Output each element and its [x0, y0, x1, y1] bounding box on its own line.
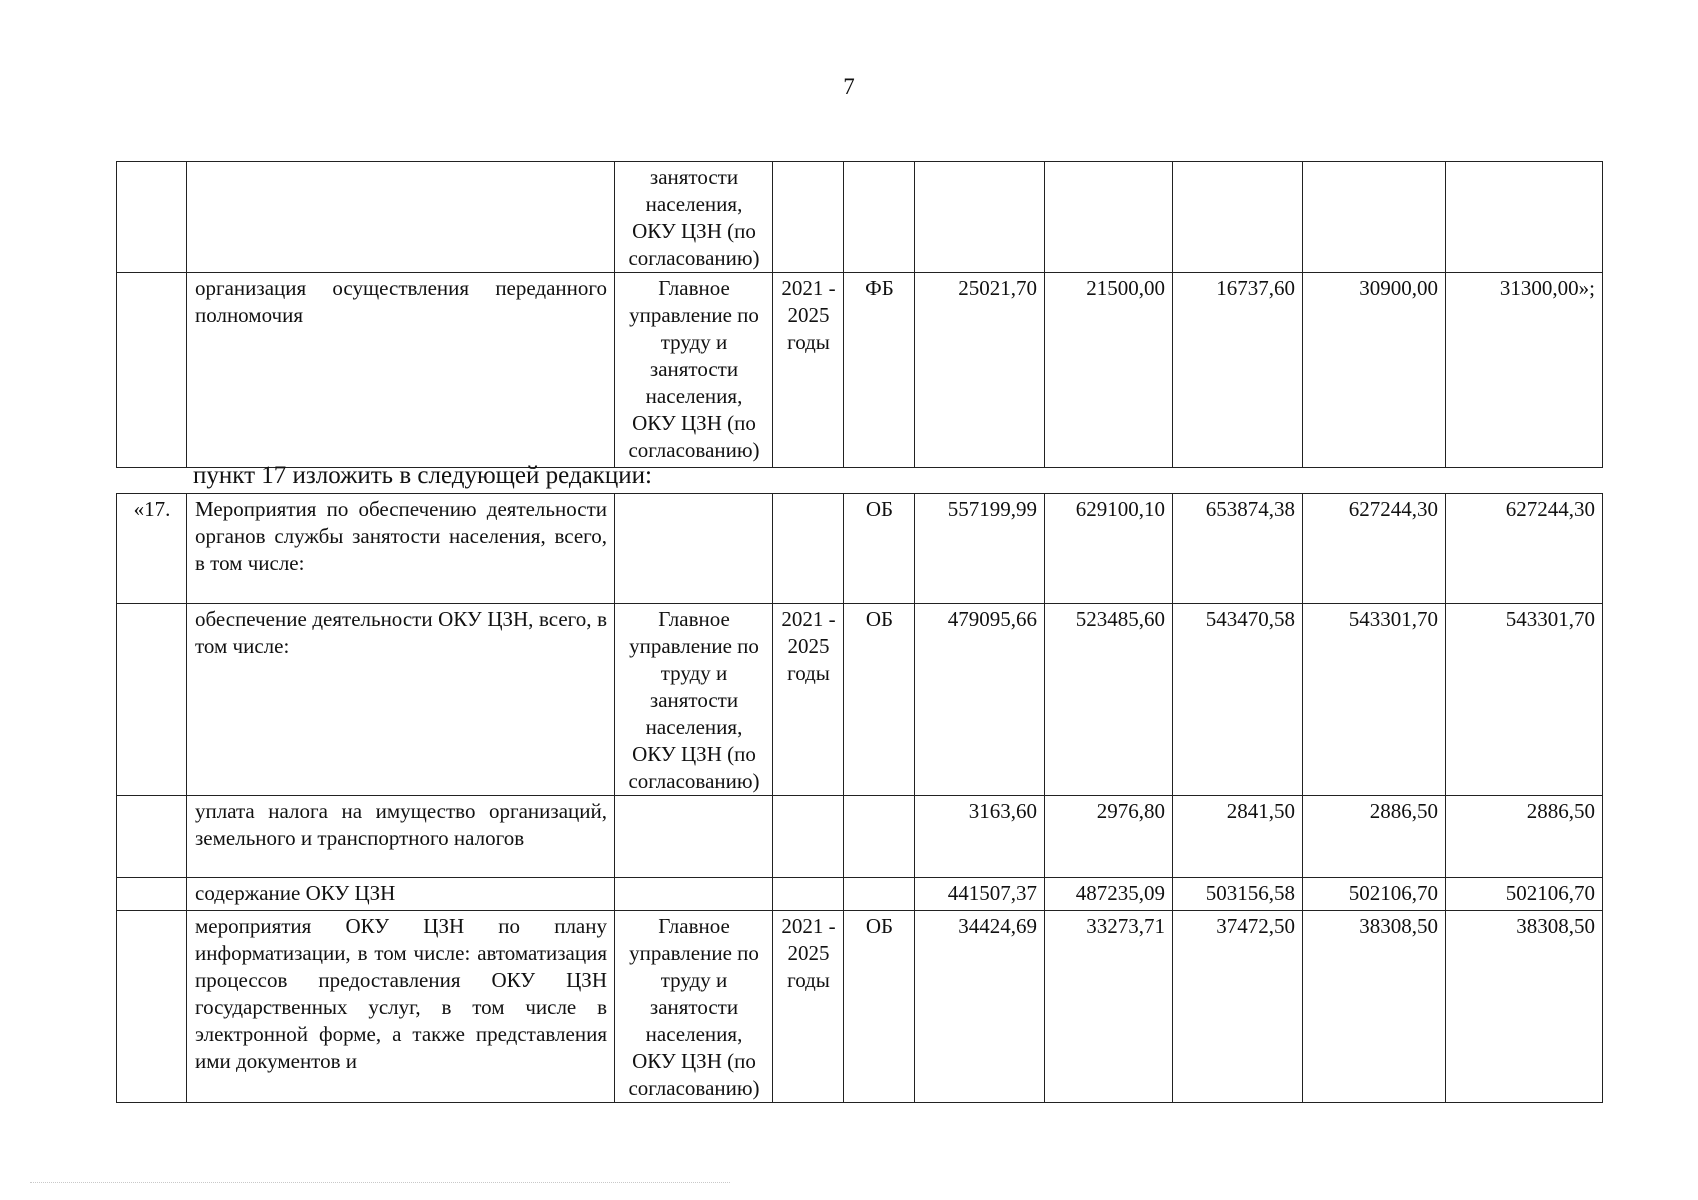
row-index: «17.: [117, 494, 187, 604]
row-value-2021: 479095,66: [915, 604, 1045, 796]
row-index: [117, 878, 187, 911]
row-value-2024: 30900,00: [1303, 273, 1446, 468]
row-period: [773, 796, 844, 878]
row-value-2022: 487235,09: [1045, 878, 1173, 911]
scan-edge-line: [30, 1182, 730, 1183]
row-value-2024: 502106,70: [1303, 878, 1446, 911]
row-description: [187, 162, 615, 273]
row-description: обеспечение деятельности ОКУ ЦЗН, всего, в том числе:: [187, 604, 615, 796]
table-row: [117, 604, 1603, 796]
row-index: [117, 796, 187, 878]
row-period: [773, 494, 844, 604]
row-value-2024: 2886,50: [1303, 796, 1446, 878]
row-executor: занятости населения, ОКУ ЦЗН (по согласованию): [615, 162, 773, 273]
row-value-2025: 31300,00»;: [1446, 273, 1603, 468]
row-index: [117, 604, 187, 796]
row-value-2022: 21500,00: [1045, 273, 1173, 468]
row-funding-source: [844, 878, 915, 911]
row-value-2024: 543301,70: [1303, 604, 1446, 796]
table-row: [117, 878, 1603, 911]
row-value-2021: 3163,60: [915, 796, 1045, 878]
row-period: [773, 162, 844, 273]
row-value-2023: 16737,60: [1173, 273, 1303, 468]
table-row: [117, 494, 1603, 604]
row-description: мероприятия ОКУ ЦЗН по плану информатизации, в том числе: автоматизация процессов предоставления ОКУ ЦЗН государственных услуг, в том числе в электронной форме, а также представления ими документов и: [187, 911, 615, 1103]
row-period: 2021 - 2025 годы: [773, 273, 844, 468]
row-value-2021: 34424,69: [915, 911, 1045, 1103]
row-index: [117, 273, 187, 468]
row-value-2024: 627244,30: [1303, 494, 1446, 604]
row-value-2023: 37472,50: [1173, 911, 1303, 1103]
row-index: [117, 162, 187, 273]
row-description: содержание ОКУ ЦЗН: [187, 878, 615, 911]
row-value-2021: 557199,99: [915, 494, 1045, 604]
row-description: уплата налога на имущество организаций, земельного и транспортного налогов: [187, 796, 615, 878]
row-value-2025: 38308,50: [1446, 911, 1603, 1103]
row-index: [117, 911, 187, 1103]
row-funding-source: ОБ: [844, 604, 915, 796]
row-value-2023: 2841,50: [1173, 796, 1303, 878]
row-value-2022: 2976,80: [1045, 796, 1173, 878]
row-executor: [615, 494, 773, 604]
section-heading: пункт 17 изложить в следующей редакции:: [193, 462, 652, 489]
row-funding-source: [844, 796, 915, 878]
row-period: 2021 - 2025 годы: [773, 911, 844, 1103]
row-executor: [615, 796, 773, 878]
row-executor: [615, 878, 773, 911]
page-number: 7: [843, 74, 855, 99]
row-value-2023: [1173, 162, 1303, 273]
table-row: [117, 911, 1603, 1103]
table-row: [117, 162, 1603, 273]
row-executor: Главное управление по труду и занятости населения, ОКУ ЦЗН (по согласованию): [615, 273, 773, 468]
row-executor: Главное управление по труду и занятости населения, ОКУ ЦЗН (по согласованию): [615, 604, 773, 796]
row-value-2022: 629100,10: [1045, 494, 1173, 604]
row-value-2023: 543470,58: [1173, 604, 1303, 796]
row-value-2025: 502106,70: [1446, 878, 1603, 911]
program-table-top: [116, 161, 1603, 468]
row-funding-source: ОБ: [844, 911, 915, 1103]
row-value-2022: 33273,71: [1045, 911, 1173, 1103]
table-row: [117, 796, 1603, 878]
row-funding-source: [844, 162, 915, 273]
row-value-2022: 523485,60: [1045, 604, 1173, 796]
row-value-2022: [1045, 162, 1173, 273]
row-value-2021: 441507,37: [915, 878, 1045, 911]
program-table-bottom: [116, 493, 1603, 1103]
row-value-2025: [1446, 162, 1603, 273]
row-value-2023: 503156,58: [1173, 878, 1303, 911]
row-value-2025: 627244,30: [1446, 494, 1603, 604]
row-value-2024: [1303, 162, 1446, 273]
row-value-2021: 25021,70: [915, 273, 1045, 468]
row-period: [773, 878, 844, 911]
row-period: 2021 - 2025 годы: [773, 604, 844, 796]
row-value-2021: [915, 162, 1045, 273]
row-executor: Главное управление по труду и занятости населения, ОКУ ЦЗН (по согласованию): [615, 911, 773, 1103]
table-row: [117, 273, 1603, 468]
row-description: Мероприятия по обеспечению деятельности органов службы занятости населения, всего, в том числе:: [187, 494, 615, 604]
row-value-2025: 543301,70: [1446, 604, 1603, 796]
row-description: организация осуществления переданного полномочия: [187, 273, 615, 468]
row-funding-source: ОБ: [844, 494, 915, 604]
row-funding-source: ФБ: [844, 273, 915, 468]
row-value-2025: 2886,50: [1446, 796, 1603, 878]
row-value-2024: 38308,50: [1303, 911, 1446, 1103]
row-value-2023: 653874,38: [1173, 494, 1303, 604]
